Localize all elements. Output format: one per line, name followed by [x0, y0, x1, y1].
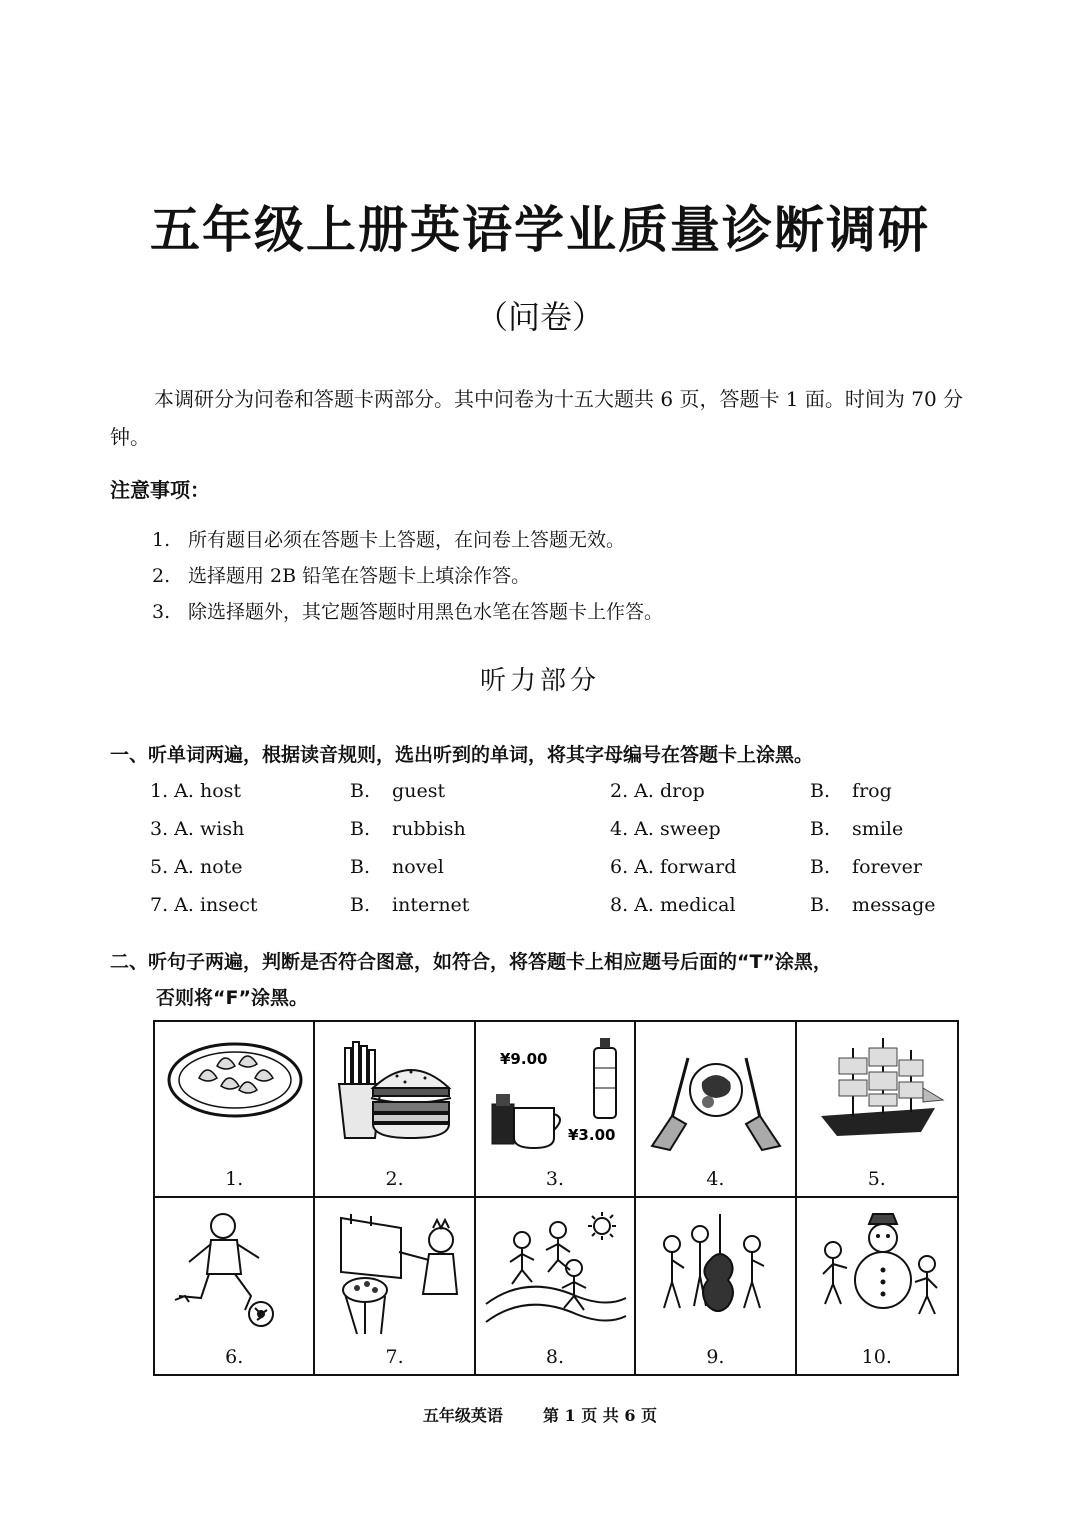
picture-cell: [636, 1198, 796, 1374]
milk-water-prices-icon: [482, 1028, 630, 1160]
children-running-icon: [482, 1204, 630, 1336]
option: 3. A. wish: [150, 818, 245, 840]
picture-cell: [636, 1022, 796, 1198]
option: 4. A. sweep: [610, 818, 721, 840]
option: B. guest: [350, 780, 446, 802]
page-title: 五年级上册英语学业质量诊断调研: [150, 201, 930, 259]
option: 5. A. note: [150, 856, 243, 878]
intro-paragraph: 本调研分为问卷和答题卡两部分。其中问卷为十五大题共 6 页，答题卡 1 面。时间为 70 分钟。: [110, 387, 964, 449]
fries-burger-icon: [321, 1028, 469, 1160]
notice-item: [152, 594, 663, 630]
svg-text:¥9.00: ¥9.00: [499, 1050, 548, 1068]
picture-cell: [797, 1022, 957, 1198]
notice-item-text: 除选择题外，其它题答题时用黑色水笔在答题卡上作答。: [188, 601, 664, 623]
notice-item-text: 选择题用 2B 铅笔在答题卡上填涂作答。: [188, 565, 531, 587]
notice-item-number: 1.: [152, 529, 171, 551]
picture-grid: [153, 1020, 959, 1376]
option-row: [150, 856, 950, 894]
notice-list: [152, 522, 663, 630]
picture-cell: [476, 1022, 636, 1198]
notice-item-number: 2.: [152, 565, 171, 587]
option: 1. A. host: [150, 780, 242, 802]
option-row: [150, 780, 950, 818]
dumplings-plate-icon: [161, 1028, 309, 1160]
picture-cell: [155, 1198, 315, 1374]
picture-number: 2.: [385, 1168, 404, 1190]
option: 6. A. forward: [610, 856, 737, 878]
picture-number: 9.: [706, 1346, 725, 1368]
option: B. internet: [350, 894, 470, 916]
notice-item: [152, 522, 663, 558]
steak-knife-fork-icon: [642, 1028, 790, 1160]
picture-number: 4.: [706, 1168, 725, 1190]
notice-item: [152, 558, 663, 594]
option: B. smile: [810, 818, 904, 840]
sailing-ship-icon: [803, 1028, 951, 1160]
option: 2. A. drop: [610, 780, 705, 802]
notice-item-text: 所有题目必须在答题卡上答题，在问卷上答题无效。: [188, 529, 626, 551]
option: B. message: [810, 894, 936, 916]
picture-number: 8.: [545, 1346, 565, 1368]
picture-number: 7.: [385, 1346, 404, 1368]
question-1-heading: 一、听单词两遍，根据读音规则，选出听到的单词，将其字母编号在答题卡上涂黑。: [110, 744, 814, 766]
notice-item-number: 3.: [152, 601, 171, 623]
question-1-options: [150, 780, 950, 932]
option-row: [150, 818, 950, 856]
picture-number: 10.: [861, 1346, 892, 1368]
picture-number: 6.: [225, 1346, 244, 1368]
option-row: [150, 894, 950, 932]
picture-cell: [797, 1198, 957, 1374]
page-footer: [0, 1403, 1080, 1426]
footer-subject: 五年级英语: [422, 1406, 503, 1425]
boy-football-icon: [161, 1204, 309, 1336]
option: B. forever: [810, 856, 922, 878]
option: 8. A. medical: [610, 894, 736, 916]
option: B. rubbish: [350, 818, 466, 840]
option: B. frog: [810, 780, 892, 802]
option: B. novel: [350, 856, 444, 878]
page-subtitle: （问卷）: [475, 298, 604, 336]
notice-title: 注意事项：: [110, 478, 210, 502]
picture-cell: [476, 1198, 636, 1374]
picture-number: 1.: [225, 1168, 244, 1190]
painter-easel-icon: [321, 1204, 469, 1336]
picture-cell: [155, 1022, 315, 1198]
band-cello-icon: [642, 1204, 790, 1336]
picture-cell: [315, 1198, 475, 1374]
picture-number: 5.: [867, 1168, 886, 1190]
listening-section-title: 听力部分: [479, 666, 600, 696]
question-2-heading: 二、听句子两遍，判断是否符合图意，如符合，将答题卡上相应题号后面的“T”涂黑， 否则将“F”涂黑。: [110, 951, 832, 1009]
picture-number: 3.: [545, 1168, 565, 1190]
option: 7. A. insect: [150, 894, 258, 916]
picture-cell: [315, 1022, 475, 1198]
svg-text:¥3.00: ¥3.00: [567, 1126, 616, 1144]
snowman-children-icon: [803, 1204, 951, 1336]
footer-page-number: 第 1 页 共 6 页: [542, 1406, 658, 1425]
